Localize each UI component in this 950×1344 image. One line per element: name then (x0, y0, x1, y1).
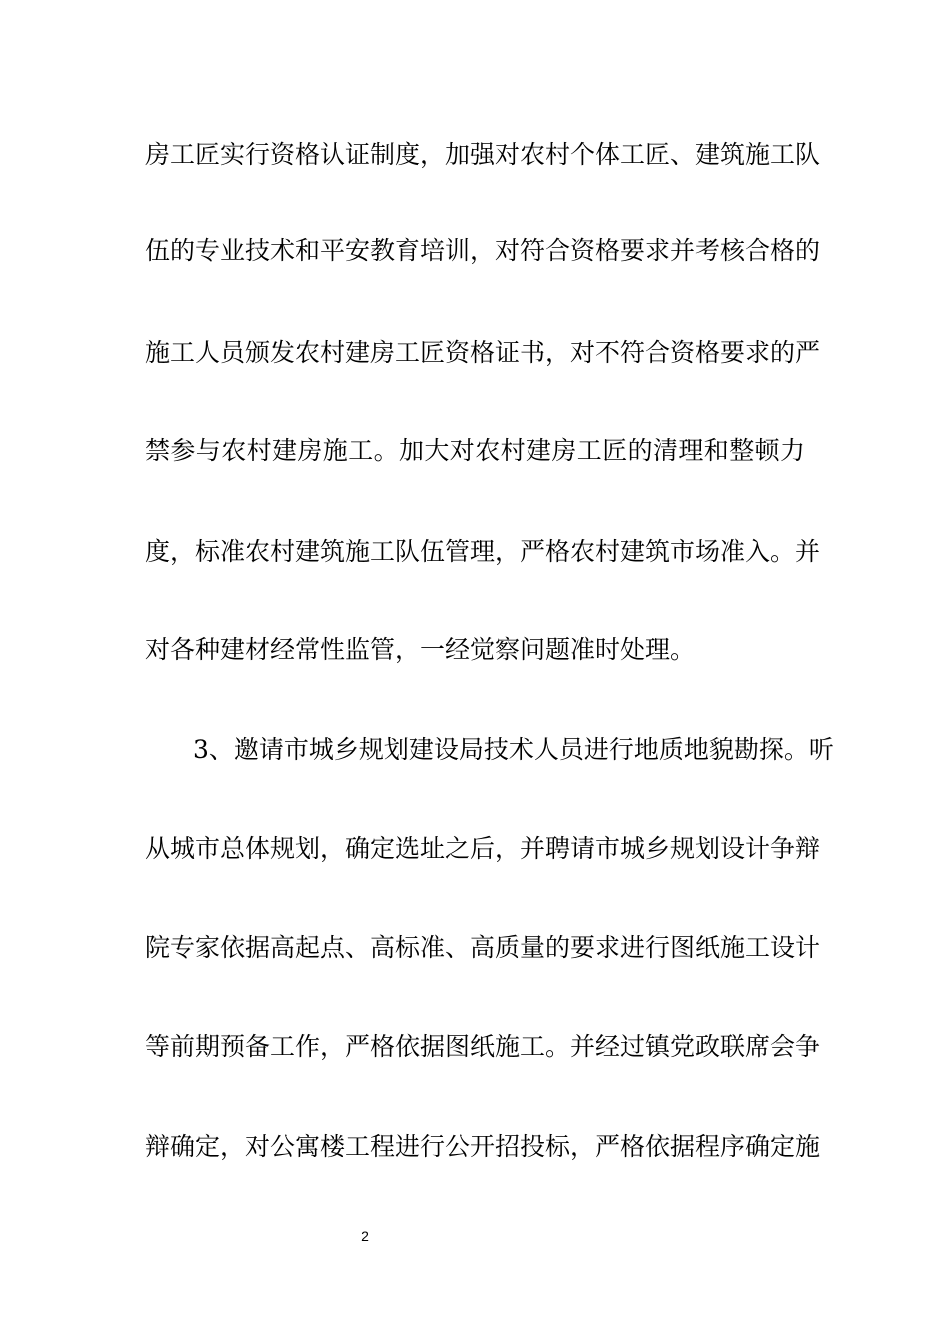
text-line-7: 3、邀请市城乡规划建设局技术人员进行地质地貌勘探。听 (193, 735, 834, 764)
text-line-5: 度，标准农村建筑施工队伍管理，严格农村建筑市场准入。并 (145, 537, 821, 566)
text-line-8: 从城市总体规划，确定选址之后，并聘请市城乡规划设计争辩 (145, 834, 821, 863)
page-number: 2 (361, 1228, 369, 1244)
text-line-6: 对各种建材经常性监管，一经觉察问题准时处理。 (145, 635, 696, 664)
text-line-11: 辩确定，对公寓楼工程进行公开招投标，严格依据程序确定施 (145, 1132, 821, 1161)
text-line-1: 房工匠实行资格认证制度，加强对农村个体工匠、建筑施工队 (145, 140, 821, 169)
text-line-10: 等前期预备工作，严格依据图纸施工。并经过镇党政联席会争 (145, 1032, 821, 1061)
text-line-4: 禁参与农村建房施工。加大对农村建房工匠的清理和整顿力 (145, 436, 805, 465)
text-line-9: 院专家依据高起点、高标准、高质量的要求进行图纸施工设计 (145, 933, 821, 962)
text-line-2: 伍的专业技术和平安教育培训，对符合资格要求并考核合格的 (145, 236, 821, 265)
text-line-3: 施工人员颁发农村建房工匠资格证书，对不符合资格要求的严 (145, 338, 821, 367)
